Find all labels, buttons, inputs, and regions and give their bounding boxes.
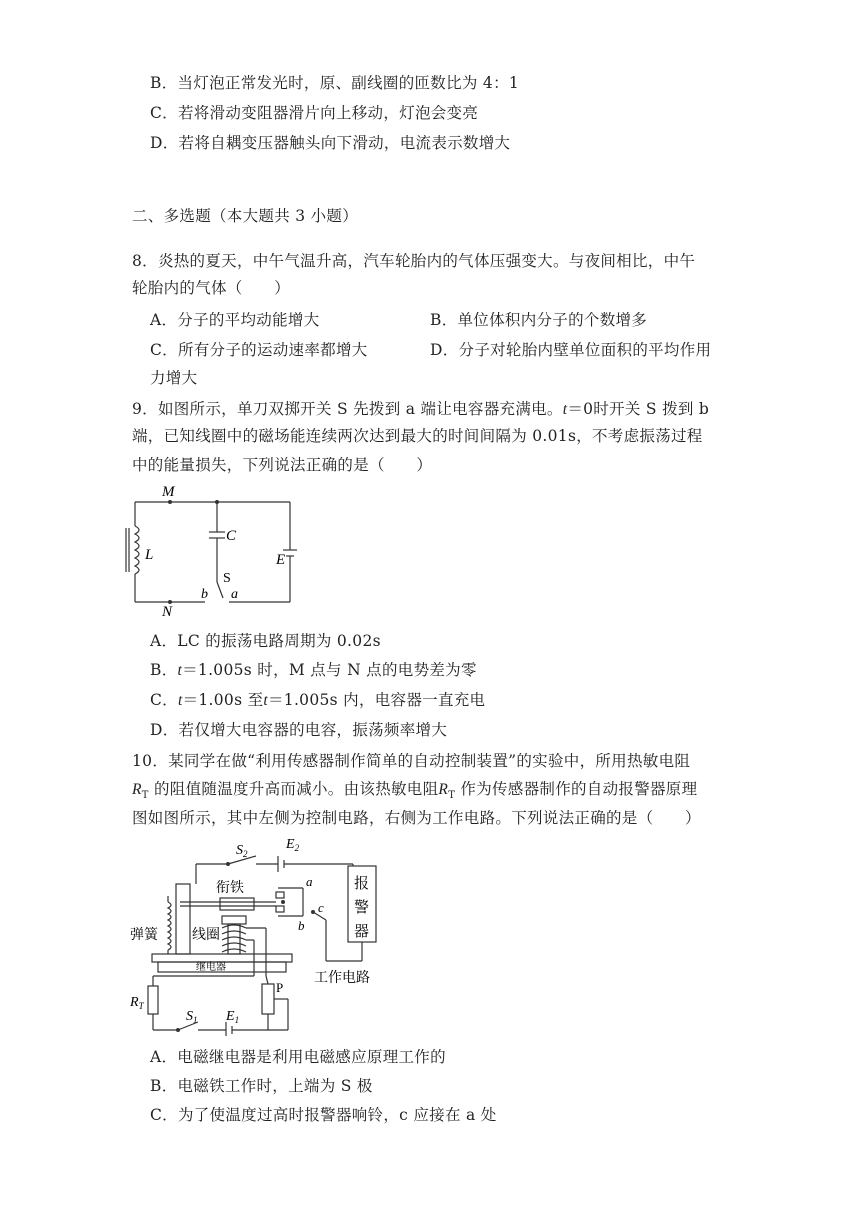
q8-option-a: A．分子的平均动能增大 — [150, 311, 320, 329]
q9-stem-line2: 端，已知线圈中的磁场能连续两次达到最大的时间间隔为 0.01s，不考虑振荡过程 — [132, 427, 703, 445]
label-c: c — [318, 900, 324, 915]
q9-option-c-text: ＝1.005s 内，电容器一直充电 — [267, 691, 486, 709]
q9-option-c — [150, 690, 485, 711]
q9-option-c-mid: ＝1.00s 至 — [182, 691, 264, 709]
q9-option-a: A．LC 的振荡电路周期为 0.02s — [150, 632, 381, 650]
label-c: C — [226, 528, 237, 544]
q8-option-c: C．所有分子的运动速率都增大 — [150, 341, 368, 359]
q10-option-c: C．为了使温度过高时报警器响铃，c 应接在 a 处 — [150, 1106, 497, 1124]
junction-dot — [215, 500, 219, 504]
label-n: N — [162, 604, 173, 616]
q10-stem-line3: 图如图所示，其中左侧为控制电路，右侧为工作电路。下列说法正确的是（ ） — [132, 809, 701, 827]
label-rt: $R_T$ — [130, 995, 144, 1011]
label-alarm-3: 器 — [354, 924, 370, 940]
contact-dot — [281, 900, 285, 904]
label-alarm-2: 警 — [354, 900, 370, 916]
q9-stem-line1 — [132, 399, 709, 420]
q10-var-r: R — [132, 781, 142, 798]
q9-stem-line3: 中的能量损失，下列说法正确的是（ ） — [132, 456, 433, 474]
label-b: b — [201, 587, 208, 602]
q10-stem-part2: 作为传感器制作的自动报警器原理 — [455, 780, 698, 798]
q9-option-b-text: ＝1.005s 时，M 点与 N 点的电势差为零 — [182, 661, 477, 679]
label-alarm-1: 报 — [354, 876, 370, 892]
q9-option-b-prefix: B． — [150, 661, 178, 679]
q9-stem-part2: ＝0时开关 S 拨到 b — [567, 400, 710, 418]
label-m: M — [162, 484, 175, 500]
q8-stem-line1: 8．炎热的夏天，中午气温升高，汽车轮胎内的气体压强变大。与夜间相比，中午 — [132, 252, 696, 270]
q8-stem-line2: 轮胎内的气体（ ） — [132, 279, 291, 297]
q10-stem-line1: 10．某同学在做“利用传感器制作简单的自动控制装置”的实验中，所用热敏电阻 — [132, 752, 691, 770]
switch-s2-dot — [226, 862, 230, 866]
contact-c-dot — [311, 910, 315, 914]
label-relay: 继电器 — [196, 962, 226, 973]
label-e1: $E_1$ — [226, 1009, 240, 1025]
q10-stem-part1: 的阻值随温度升高而减小。由该热敏电阻 — [148, 780, 439, 798]
q10-var-r2: R — [438, 781, 449, 798]
switch-s1-dot — [176, 1028, 180, 1032]
label-b: b — [298, 918, 305, 933]
q9-option-b-var: t — [177, 662, 183, 679]
q7-option-b: B．当灯泡正常发光时，原、副线圈的匝数比为 4：1 — [150, 74, 520, 92]
q9-stem-part1: 9．如图所示，单刀双掷开关 S 先拨到 a 端让电容器充满电。 — [132, 400, 563, 418]
section-heading: 二、多选题（本大题共 3 小题） — [132, 207, 359, 225]
label-coil: 线圈 — [192, 928, 220, 943]
q9-option-d: D．若仅增大电容器的电容，振荡频率增大 — [150, 721, 448, 739]
label-armature: 衔铁 — [216, 881, 244, 896]
lc-circuit-diagram — [125, 484, 300, 616]
q9-option-c-var2: t — [263, 692, 268, 709]
label-e2: $E_2$ — [286, 837, 300, 853]
label-p: P — [276, 980, 284, 995]
q8-option-d-cont: 力增大 — [150, 369, 198, 387]
q9-option-b — [150, 660, 477, 681]
q10-option-b: B．电磁铁工作时，上端为 S 极 — [150, 1077, 373, 1095]
q8-option-d: D．分子对轮胎内壁单位面积的平均作用 — [430, 341, 712, 359]
q8-option-b: B．单位体积内分子的个数增多 — [430, 311, 648, 329]
node-m-dot — [168, 500, 172, 504]
q9-var-t: t — [562, 401, 568, 418]
label-spring: 弹簧 — [130, 928, 158, 943]
label-s: S — [223, 571, 231, 586]
label-s2: $S_2$ — [236, 843, 248, 859]
q7-option-c: C．若将滑动变阻器滑片向上移动，灯泡会变亮 — [150, 104, 479, 122]
q7-option-d: D．若将自耦变压器触头向下滑动，电流表示数增大 — [150, 134, 511, 152]
label-a: a — [231, 587, 238, 602]
label-s1: $S_1$ — [186, 1009, 198, 1025]
q9-option-c-var1: t — [177, 692, 183, 709]
q10-option-a: A．电磁继电器是利用电磁感应原理工作的 — [150, 1048, 446, 1066]
label-a: a — [306, 874, 313, 889]
label-e: E — [276, 552, 286, 568]
q10-stem-line2 — [132, 779, 697, 806]
q10-var-r-sub: T — [141, 790, 149, 802]
label-l: L — [145, 547, 154, 563]
q9-option-c-prefix: C． — [150, 691, 178, 709]
relay-alarm-diagram — [128, 836, 388, 1036]
q10-var-r2-sub: T — [448, 790, 456, 802]
label-working-circuit: 工作电路 — [314, 971, 370, 986]
